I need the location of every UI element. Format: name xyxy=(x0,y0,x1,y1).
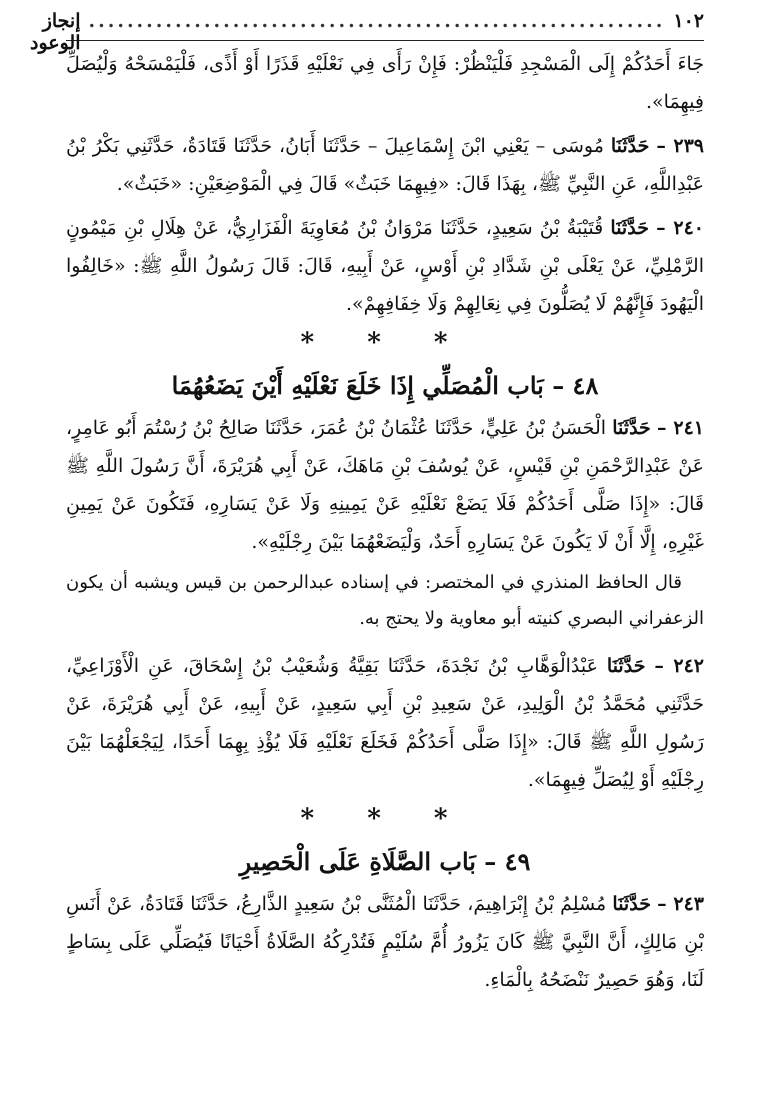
hadith-lead: حَدَّثَنَا xyxy=(612,417,651,439)
commentary-note: قال الحافظ المنذري في المختصر: في إسناده عبدالرحمن بن قيس ويشبه أن يكون الزعفراني البصري كنيته أبو معاوية ولا يحتج به. xyxy=(66,572,704,629)
hadith-240 xyxy=(66,209,704,323)
page-number: ١٠٢ xyxy=(673,10,704,32)
hadith-number: ٢٣٩ – xyxy=(656,135,704,157)
hadith-241 xyxy=(66,409,704,561)
hadith-number: ٢٤٣ – xyxy=(657,893,704,915)
hadith-text: الْحَسَنُ بْنُ عَلِيٍّ، حَدَّثَنَا عُثْمَانُ بْنُ عُمَرَ، حَدَّثَنَا صَالِحُ بْنُ رُسْتُمَ أَبُو عَامِرٍ، عَنْ عَبْدِالرَّحْمَنِ بْنِ قَيْسٍ، عَنْ يُوسُفَ بْنِ مَاهَكَ، عَنْ أَبِي هُرَيْرَةَ، أَنَّ رَسُولَ اللَّهِ ﷺ قَالَ: «إِذَا صَلَّى أَحَدُكُمْ فَلَا يَضَعْ نَعْلَيْهِ عَنْ يَمِينِهِ وَلَا عَنْ يَسَارِهِ، فَتَكُونَ عَنْ يَمِينِ غَيْرِهِ، إِلَّا أَنْ لَا يَكُونَ عَنْ يَسَارِهِ أَحَدٌ، وَلْيَضَعْهُمَا بَيْنَ رِجْلَيْهِ». xyxy=(66,417,704,553)
hadith-lead: حَدَّثَنَا xyxy=(606,655,646,677)
hadith-text: عَبْدُالْوَهَّابِ بْنُ نَجْدَةَ، حَدَّثَنَا بَقِيَّةُ وَشُعَيْبُ بْنُ إِسْحَاقَ، عَنِ الْأَوْزَاعِيِّ، حَدَّثَنِي مُحَمَّدُ بْنُ الْوَلِيدِ، عَنْ سَعِيدِ بْنِ أَبِي سَعِيدٍ، عَنْ أَبِيهِ، عَنْ أَبِي هُرَيْرَةَ، عَنْ رَسُولِ اللَّهِ ﷺ قَالَ: «إِذَا صَلَّى أَحَدُكُمْ فَخَلَعَ نَعْلَيْهِ فَلَا يُؤْذِ بِهِمَا أَحَدًا، لِيَجْعَلْهُمَا بَيْنَ رِجْلَيْهِ أَوْ لِيُصَلِّ فِيهِمَا». xyxy=(66,655,704,791)
chapter-heading-48: ٤٨ – بَاب الْمُصَلِّي إِذَا خَلَعَ نَعْلَيْهِ أَيْنَ يَضَعُهُمَا xyxy=(171,371,599,400)
section-separator-stars: * * * xyxy=(300,328,470,358)
hadith-lead: حَدَّثَنَا xyxy=(612,893,651,915)
running-title: إنجاز الوعود xyxy=(29,10,81,54)
hadith-number: ٢٤١ – xyxy=(657,417,704,439)
page-header xyxy=(29,10,704,54)
hadith-239 xyxy=(66,127,704,203)
hadith-number: ٢٤٠ – xyxy=(656,217,705,239)
paragraph-continuation: جَاءَ أَحَدُكُمْ إِلَى الْمَسْجِدِ فَلْيَنْظُرْ: فَإِنْ رَأَى فِي نَعْلَيْهِ قَذَرًا أَوْ أَذًى، فَلْيَمْسَحْهُ وَلْيُصَلِّ فِيهِمَا». xyxy=(66,53,704,113)
chapter-heading-49: ٤٩ – بَاب الصَّلَاةِ عَلَى الْحَصِيرِ xyxy=(239,847,531,876)
hadith-text: مُسْلِمُ بْنُ إِبْرَاهِيمَ، حَدَّثَنَا الْمُثَنَّى بْنُ سَعِيدٍ الذَّارِعُ، حَدَّثَنَا قَتَادَةُ، عَنْ أَنَسِ بْنِ مَالِكٍ، أَنَّ النَّبِيَّ ﷺ كَانَ يَزُورُ أُمَّ سُلَيْمٍ فَتُدْرِكُهُ الصَّلَاةُ أَحْيَانًا فَيُصَلِّي عَلَى بِسَاطٍ لَنَا، وَهُوَ حَصِيرٌ نَنْضَحُهُ بِالْمَاءِ. xyxy=(66,893,704,991)
hadith-text: مُوسَى – يَعْنِي ابْنَ إِسْمَاعِيلَ – حَدَّثَنَا أَبَانُ، حَدَّثَنَا قَتَادَةُ، حَدَّثَنِي بَكْرُ بْنُ عَبْدِاللَّهِ، عَنِ النَّبِيِّ ﷺ، بِهَذَا قَالَ: «فِيهِمَا خَبَثٌ» قَالَ فِي الْمَوْضِعَيْنِ: «خَبَثٌ». xyxy=(66,135,704,195)
hadith-text: قُتَيْبَةُ بْنُ سَعِيدٍ، حَدَّثَنَا مَرْوَانُ بْنُ مُعَاوِيَةَ الْفَزَارِيُّ، عَنْ هِلَالِ بْنِ مَيْمُونٍ الرَّمْلِيِّ، عَنْ يَعْلَى بْنِ شَدَّادِ بْنِ أَوْسٍ، عَنْ أَبِيهِ، قَالَ: قَالَ رَسُولُ اللَّهِ ﷺ: «خَالِفُوا الْيَهُودَ فَإِنَّهُمْ لَا يُصَلُّونَ فِي نِعَالِهِمْ وَلَا خِفَافِهِمْ». xyxy=(66,217,704,315)
hadith-lead: حَدَّثَنَا xyxy=(610,217,649,239)
hadith-242 xyxy=(66,647,704,799)
hadith-number: ٢٤٢ – xyxy=(654,655,704,677)
hadith-243 xyxy=(66,885,704,999)
section-separator-stars: * * * xyxy=(300,804,470,834)
header-leader-dots: ............................................................ xyxy=(88,10,666,32)
hadith-lead: حَدَّثَنَا xyxy=(610,135,650,157)
